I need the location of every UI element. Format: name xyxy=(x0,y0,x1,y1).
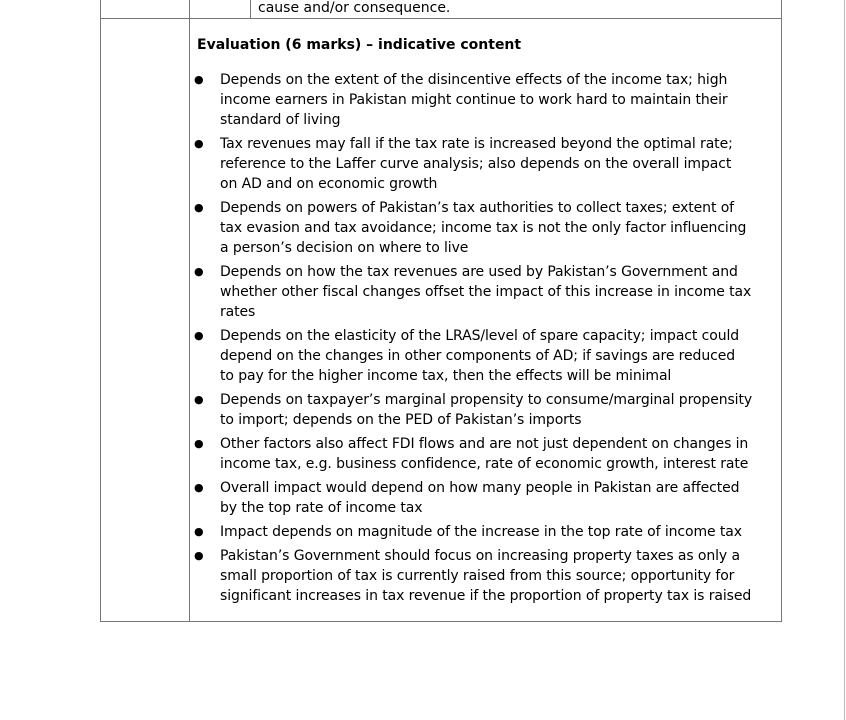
evaluation-list xyxy=(190,70,780,610)
list-item xyxy=(190,546,780,606)
bullet-icon: ● xyxy=(194,549,204,562)
list-item-text-line: Depends on how the tax revenues are used by Pakistan’s Government and xyxy=(220,264,738,280)
list-item xyxy=(190,326,780,386)
list-item-text-line: small proportion of tax is currently raised from this source; opportunity for xyxy=(220,568,735,584)
list-item-text-line: depend on the changes in other components of AD; if savings are reduced xyxy=(220,348,735,364)
list-item xyxy=(190,134,780,194)
list-item xyxy=(190,522,780,542)
list-item-text-line: Tax revenues may fall if the tax rate is increased beyond the optimal rate; xyxy=(220,136,733,152)
inner-column-divider xyxy=(250,0,251,18)
bullet-icon: ● xyxy=(194,201,204,214)
list-item-text-line: Depends on the elasticity of the LRAS/level of spare capacity; impact could xyxy=(220,328,740,344)
evaluation-heading: Evaluation (6 marks) – indicative content xyxy=(197,37,522,53)
list-item-text-line: Depends on the extent of the disincentive effects of the income tax; high xyxy=(220,72,728,88)
list-item-text-line: income tax, e.g. business confidence, rate of economic growth, interest rate xyxy=(220,456,749,472)
bullet-icon: ● xyxy=(194,329,204,342)
list-item-text-line: whether other fiscal changes offset the impact of this increase in income tax xyxy=(220,284,752,300)
list-item-text-line: income earners in Pakistan might continue to work hard to maintain their xyxy=(220,92,728,108)
list-item-text-line: standard of living xyxy=(220,112,341,128)
list-item-text-line: Depends on powers of Pakistan’s tax authorities to collect taxes; extent of xyxy=(220,200,734,216)
previous-row-text: cause and/or consequence. xyxy=(258,0,451,16)
list-item xyxy=(190,262,780,322)
list-item xyxy=(190,70,780,130)
bullet-icon: ● xyxy=(194,481,204,494)
list-item-text-line: on AD and on economic growth xyxy=(220,176,438,192)
bullet-icon: ● xyxy=(194,137,204,150)
bullet-icon: ● xyxy=(194,265,204,278)
list-item xyxy=(190,390,780,430)
list-item-text-line: to pay for the higher income tax, then the effects will be minimal xyxy=(220,368,672,384)
bullet-icon: ● xyxy=(194,393,204,406)
list-item-text-line: a person’s decision on where to live xyxy=(220,240,469,256)
bullet-icon: ● xyxy=(194,437,204,450)
list-item-text-line: to import; depends on the PED of Pakistan’s imports xyxy=(220,412,582,428)
list-item-text-line: Depends on taxpayer’s marginal propensity to consume/marginal propensity xyxy=(220,392,753,408)
bullet-icon: ● xyxy=(194,73,204,86)
bullet-icon: ● xyxy=(194,525,204,538)
list-item xyxy=(190,478,780,518)
page-edge xyxy=(844,0,845,720)
list-item xyxy=(190,434,780,474)
list-item-text-line: rates xyxy=(220,304,256,320)
list-item-text-line: tax evasion and tax avoidance; income tax is not the only factor influencing xyxy=(220,220,747,236)
list-item-text-line: Pakistan’s Government should focus on increasing property taxes as only a xyxy=(220,548,740,564)
list-item-text-line: reference to the Laffer curve analysis; also depends on the overall impact xyxy=(220,156,732,172)
list-item-text-line: by the top rate of income tax xyxy=(220,500,423,516)
row-divider xyxy=(100,18,782,19)
list-item-text-line: Other factors also affect FDI flows and are not just dependent on changes in xyxy=(220,436,749,452)
list-item xyxy=(190,198,780,258)
list-item-text-line: Overall impact would depend on how many people in Pakistan are affected xyxy=(220,480,740,496)
list-item-text-line: significant increases in tax revenue if the proportion of property tax is raised xyxy=(220,588,752,604)
list-item-text-line: Impact depends on magnitude of the increase in the top rate of income tax xyxy=(220,524,742,540)
